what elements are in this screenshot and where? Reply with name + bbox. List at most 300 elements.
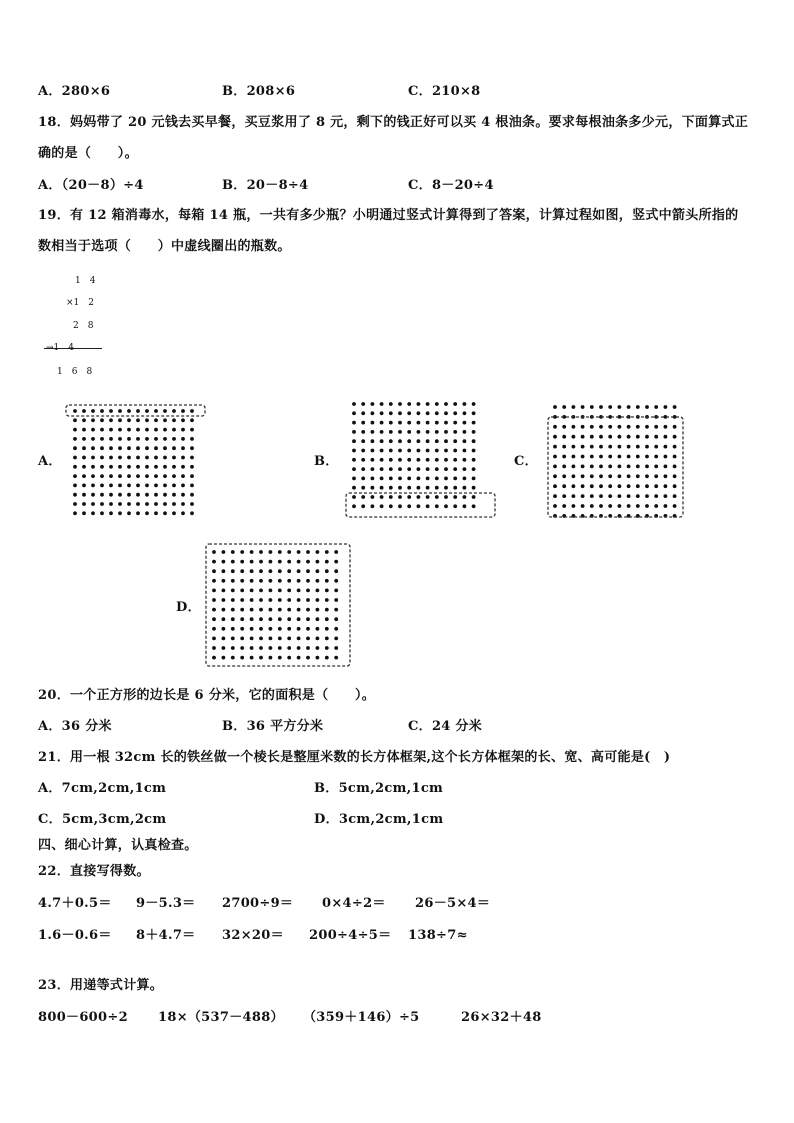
- bottle-dot: [82, 511, 86, 515]
- bottle-dot: [118, 502, 122, 506]
- bottle-dot: [599, 465, 603, 469]
- bottle-dot: [212, 579, 216, 583]
- bottle-dot: [259, 560, 263, 564]
- q22-r1-5: 26－5×4＝: [415, 896, 491, 911]
- bottle-dot: [618, 435, 622, 439]
- q21-option-b: B．5cm,2cm,1cm: [314, 781, 444, 796]
- bottle-dot: [325, 608, 329, 612]
- bottle-dot: [407, 402, 411, 406]
- bottle-dot: [306, 608, 310, 612]
- bottle-dot: [154, 446, 158, 450]
- bottle-dot: [190, 465, 194, 469]
- bottle-dot: [627, 455, 631, 459]
- bottle-dot: [127, 456, 131, 460]
- bottle-dot: [163, 484, 167, 488]
- bottle-dot: [316, 646, 320, 650]
- bottle-dot: [109, 511, 113, 515]
- bottle-dot: [325, 637, 329, 641]
- bottle-dot: [259, 550, 263, 554]
- bottle-dot: [306, 579, 310, 583]
- bottle-dot: [361, 449, 365, 453]
- bottle-dot: [269, 617, 273, 621]
- bottle-dot: [136, 474, 140, 478]
- bottle-dot: [154, 493, 158, 497]
- bottle-dot: [181, 437, 185, 441]
- bottle-dot: [136, 446, 140, 450]
- q20-option-a: A．36 分米: [38, 719, 112, 734]
- bottle-dot: [645, 425, 649, 429]
- bottle-dot: [444, 495, 448, 499]
- bottle-dot: [145, 474, 149, 478]
- bottle-dot: [297, 579, 301, 583]
- q19-label-d: D．: [176, 600, 201, 615]
- bottle-dot: [398, 495, 402, 499]
- bottle-dot: [82, 493, 86, 497]
- bottle-dot: [259, 569, 263, 573]
- bottle-dot: [361, 486, 365, 490]
- bottle-dot: [316, 550, 320, 554]
- bottle-dot: [435, 449, 439, 453]
- bottle-dot: [172, 465, 176, 469]
- bottle-dot: [109, 493, 113, 497]
- bottle-dot: [599, 504, 603, 508]
- bottle-dot: [250, 637, 254, 641]
- bottle-dot: [127, 418, 131, 422]
- bottle-dot: [212, 656, 216, 660]
- bottle-dot: [380, 449, 384, 453]
- bottle-dot: [627, 425, 631, 429]
- bottle-dot: [297, 617, 301, 621]
- bottle-dot: [562, 484, 566, 488]
- bottle-dot: [380, 439, 384, 443]
- bottle-dot: [306, 589, 310, 593]
- bottle-dot: [231, 598, 235, 602]
- bottle-dot: [444, 411, 448, 415]
- bottle-dot: [673, 465, 677, 469]
- bottle-dot: [73, 409, 77, 413]
- bottle-dot: [145, 511, 149, 515]
- bottle-dot: [435, 439, 439, 443]
- bottle-dot: [435, 402, 439, 406]
- bottle-dot: [212, 589, 216, 593]
- bottle-dot: [334, 617, 338, 621]
- q18-option-b: B．20－8÷4: [222, 178, 309, 193]
- bottle-dot: [581, 405, 585, 409]
- bottle-dot: [407, 486, 411, 490]
- bottle-dot: [398, 458, 402, 462]
- bottle-dot: [181, 418, 185, 422]
- bottle-dot: [136, 511, 140, 515]
- dashed-selection-ring: [548, 417, 683, 517]
- bottle-dot: [259, 608, 263, 612]
- bottle-dot: [181, 465, 185, 469]
- bottle-dot: [352, 402, 356, 406]
- bottle-dot: [553, 465, 557, 469]
- bottle-dot: [73, 418, 77, 422]
- bottle-dot: [100, 474, 104, 478]
- q20-stem: 20．一个正方形的边长是 6 分米，它的面积是（ ）。: [38, 688, 376, 703]
- bottle-dot: [590, 484, 594, 488]
- bottle-dot: [553, 425, 557, 429]
- bottle-dot: [145, 437, 149, 441]
- bottle-dot: [463, 495, 467, 499]
- bottle-dot: [463, 449, 467, 453]
- bottle-dot: [118, 446, 122, 450]
- bottle-dot: [553, 504, 557, 508]
- bottle-dot: [361, 458, 365, 462]
- bottle-dot: [389, 411, 393, 415]
- bottle-dot: [673, 455, 677, 459]
- bottle-dot: [325, 589, 329, 593]
- bottle-dot: [306, 560, 310, 564]
- bottle-dot: [636, 425, 640, 429]
- bottle-dot: [73, 456, 77, 460]
- bottle-dot: [190, 428, 194, 432]
- bottle-dot: [212, 550, 216, 554]
- bottle-dot: [136, 437, 140, 441]
- bottle-dot: [334, 637, 338, 641]
- bottle-dot: [444, 504, 448, 508]
- bottle-dot: [212, 617, 216, 621]
- bottle-dot: [306, 656, 310, 660]
- bottle-dot: [673, 474, 677, 478]
- bottle-dot: [435, 411, 439, 415]
- bottle-dot: [645, 504, 649, 508]
- bottle-dot: [118, 428, 122, 432]
- bottle-dot: [109, 437, 113, 441]
- bottle-dot: [472, 421, 476, 425]
- bottle-dot: [163, 493, 167, 497]
- bottle-dot: [181, 428, 185, 432]
- bottle-dot: [306, 598, 310, 602]
- bottle-dot: [136, 484, 140, 488]
- bottle-dot: [190, 409, 194, 413]
- bottle-dot: [361, 495, 365, 499]
- bottle-dot: [389, 402, 393, 406]
- bottle-dot: [297, 569, 301, 573]
- bottle-dot: [316, 598, 320, 602]
- bottle-dot: [636, 484, 640, 488]
- bottle-dot: [287, 646, 291, 650]
- bottle-dot: [287, 579, 291, 583]
- bottle-dot: [231, 569, 235, 573]
- bottle-dot: [426, 430, 430, 434]
- bottle-dot: [371, 402, 375, 406]
- bottle-dot: [278, 569, 282, 573]
- bottle-dot: [316, 569, 320, 573]
- bottle-dot: [627, 445, 631, 449]
- bottle-dot: [136, 409, 140, 413]
- bottle-dot: [240, 598, 244, 602]
- bottle-dot: [636, 445, 640, 449]
- q18-stem-line2: 确的是（ ）。: [38, 146, 138, 161]
- bottle-dot: [297, 646, 301, 650]
- bottle-dot: [453, 449, 457, 453]
- bottle-dot: [136, 456, 140, 460]
- bottle-dot: [73, 511, 77, 515]
- bottle-dot: [287, 589, 291, 593]
- bottle-dot: [163, 502, 167, 506]
- bottle-dot: [222, 608, 226, 612]
- bottle-dot: [417, 411, 421, 415]
- dot-grid-option-d: [204, 542, 354, 670]
- bottle-dot: [654, 435, 658, 439]
- bottle-dot: [212, 627, 216, 631]
- bottle-dot: [435, 467, 439, 471]
- bottle-dot: [590, 425, 594, 429]
- bottle-dot: [325, 598, 329, 602]
- bottle-dot: [435, 486, 439, 490]
- bottle-dot: [389, 421, 393, 425]
- bottle-dot: [453, 486, 457, 490]
- bottle-dot: [664, 445, 668, 449]
- bottle-dot: [618, 455, 622, 459]
- bottle-dot: [231, 617, 235, 621]
- q21-option-d: D．3cm,2cm,1cm: [314, 812, 444, 827]
- bottle-dot: [581, 504, 585, 508]
- bottle-dot: [472, 467, 476, 471]
- bottle-dot: [463, 411, 467, 415]
- bottle-dot: [553, 435, 557, 439]
- bottle-dot: [325, 560, 329, 564]
- bottle-dot: [145, 484, 149, 488]
- bottle-dot: [212, 608, 216, 612]
- bottle-dot: [118, 474, 122, 478]
- bottle-dot: [278, 579, 282, 583]
- bottle-dot: [269, 627, 273, 631]
- bottle-dot: [222, 550, 226, 554]
- bottle-dot: [316, 560, 320, 564]
- bottle-dot: [181, 474, 185, 478]
- bottle-dot: [380, 477, 384, 481]
- bottle-dot: [222, 627, 226, 631]
- q20-option-b: B．36 平方分米: [222, 719, 324, 734]
- bottle-dot: [444, 477, 448, 481]
- bottle-dot: [398, 449, 402, 453]
- bottle-dot: [417, 495, 421, 499]
- bottle-dot: [325, 656, 329, 660]
- bottle-dot: [673, 405, 677, 409]
- bottle-dot: [673, 484, 677, 488]
- bottle-dot: [389, 477, 393, 481]
- bottle-dot: [334, 656, 338, 660]
- bottle-dot: [109, 474, 113, 478]
- bottle-dot: [145, 465, 149, 469]
- bottle-dot: [91, 418, 95, 422]
- q23-item-1: 800－600÷2: [38, 1010, 128, 1025]
- bottle-dot: [259, 579, 263, 583]
- bottle-dot: [371, 467, 375, 471]
- bottle-dot: [371, 411, 375, 415]
- bottle-dot: [389, 467, 393, 471]
- bottle-dot: [240, 617, 244, 621]
- bottle-dot: [334, 560, 338, 564]
- bottle-dot: [190, 493, 194, 497]
- q22-r1-1: 4.7＋0.5＝: [38, 896, 112, 911]
- bottle-dot: [100, 456, 104, 460]
- bottle-dot: [287, 608, 291, 612]
- bottle-dot: [572, 494, 576, 498]
- bottle-dot: [91, 428, 95, 432]
- bottle-dot: [82, 437, 86, 441]
- bottle-dot: [618, 465, 622, 469]
- bottle-dot: [100, 446, 104, 450]
- bottle-dot: [590, 474, 594, 478]
- bottle-dot: [250, 550, 254, 554]
- dot-grid-option-b: [343, 396, 499, 522]
- bottle-dot: [472, 449, 476, 453]
- bottle-dot: [145, 456, 149, 460]
- bottle-dot: [608, 435, 612, 439]
- bottle-dot: [259, 637, 263, 641]
- bottle-dot: [590, 465, 594, 469]
- bottle-dot: [82, 456, 86, 460]
- bottle-dot: [287, 637, 291, 641]
- bottle-dot: [127, 484, 131, 488]
- bottle-dot: [627, 504, 631, 508]
- bottle-dot: [562, 465, 566, 469]
- bottle-dot: [154, 484, 158, 488]
- bottle-dot: [608, 504, 612, 508]
- bottle-dot: [371, 504, 375, 508]
- bottle-dot: [398, 421, 402, 425]
- bottle-dot: [100, 493, 104, 497]
- bottle-dot: [316, 656, 320, 660]
- bottle-dot: [278, 617, 282, 621]
- bottle-dot: [287, 569, 291, 573]
- bottle-dot: [572, 435, 576, 439]
- bottle-dot: [325, 617, 329, 621]
- bottle-dot: [154, 511, 158, 515]
- bottle-dot: [145, 418, 149, 422]
- bottle-dot: [673, 425, 677, 429]
- bottle-dot: [361, 430, 365, 434]
- bottle-dot: [212, 637, 216, 641]
- bottle-dot: [190, 437, 194, 441]
- bottle-dot: [562, 494, 566, 498]
- q22-title: 22．直接写得数。: [38, 864, 150, 879]
- bottle-dot: [136, 428, 140, 432]
- bottle-dot: [287, 560, 291, 564]
- bottle-dot: [287, 598, 291, 602]
- bottle-dot: [127, 511, 131, 515]
- bottle-dot: [618, 494, 622, 498]
- bottle-dot: [145, 493, 149, 497]
- bottle-dot: [325, 579, 329, 583]
- bottle-dot: [636, 474, 640, 478]
- bottle-dot: [627, 405, 631, 409]
- bottle-dot: [181, 502, 185, 506]
- bottle-dot: [240, 627, 244, 631]
- bottle-dot: [453, 430, 457, 434]
- bottle-dot: [109, 409, 113, 413]
- bottle-dot: [426, 449, 430, 453]
- bottle-dot: [426, 402, 430, 406]
- bottle-dot: [398, 504, 402, 508]
- bottle-dot: [654, 504, 658, 508]
- bottle-dot: [590, 494, 594, 498]
- bottle-dot: [109, 484, 113, 488]
- bottle-dot: [599, 474, 603, 478]
- bottle-dot: [172, 428, 176, 432]
- bottle-dot: [562, 435, 566, 439]
- bottle-dot: [181, 446, 185, 450]
- bottle-dot: [269, 569, 273, 573]
- bottle-dot: [453, 439, 457, 443]
- bottle-dot: [453, 495, 457, 499]
- bottle-dot: [127, 493, 131, 497]
- bottle-dot: [472, 411, 476, 415]
- bottle-dot: [618, 405, 622, 409]
- bottle-dot: [627, 484, 631, 488]
- bottle-dot: [426, 477, 430, 481]
- bottle-dot: [380, 486, 384, 490]
- vertical-row-3: 2 8: [73, 321, 94, 331]
- bottle-dot: [608, 455, 612, 459]
- bottle-dot: [389, 449, 393, 453]
- bottle-dot: [190, 418, 194, 422]
- bottle-dot: [608, 405, 612, 409]
- bottle-dot: [645, 405, 649, 409]
- bottle-dot: [222, 646, 226, 650]
- q17-option-b: B．208×6: [222, 84, 296, 99]
- bottle-dot: [371, 439, 375, 443]
- bottle-dot: [222, 637, 226, 641]
- bottle-dot: [417, 504, 421, 508]
- bottle-dot: [371, 449, 375, 453]
- bottle-dot: [608, 494, 612, 498]
- bottle-dot: [172, 446, 176, 450]
- bottle-dot: [380, 495, 384, 499]
- bottle-dot: [100, 418, 104, 422]
- bottle-dot: [287, 550, 291, 554]
- bottle-dot: [463, 504, 467, 508]
- bottle-dot: [278, 598, 282, 602]
- bottle-dot: [581, 465, 585, 469]
- bottle-dot: [306, 646, 310, 650]
- bottle-dot: [453, 411, 457, 415]
- bottle-dot: [463, 467, 467, 471]
- bottle-dot: [352, 421, 356, 425]
- bottle-dot: [163, 474, 167, 478]
- bottle-dot: [435, 458, 439, 462]
- bottle-dot: [136, 465, 140, 469]
- bottle-dot: [334, 646, 338, 650]
- bottle-dot: [426, 458, 430, 462]
- bottle-dot: [426, 439, 430, 443]
- q19-stem-line1: 19．有 12 箱消毒水，每箱 14 瓶，一共有多少瓶？小明通过竖式计算得到了答案，计算过程如图，竖式中箭头所指的: [38, 208, 739, 223]
- bottle-dot: [91, 474, 95, 478]
- dot-grid-option-c: [545, 401, 687, 521]
- bottle-dot: [654, 455, 658, 459]
- bottle-dot: [250, 569, 254, 573]
- bottle-dot: [109, 456, 113, 460]
- bottle-dot: [100, 437, 104, 441]
- bottle-dot: [127, 474, 131, 478]
- bottle-dot: [380, 467, 384, 471]
- bottle-dot: [172, 502, 176, 506]
- bottle-dot: [163, 456, 167, 460]
- bottle-dot: [259, 627, 263, 631]
- bottle-dot: [417, 477, 421, 481]
- q17-option-c: C．210×8: [408, 84, 481, 99]
- bottle-dot: [163, 465, 167, 469]
- bottle-dot: [444, 430, 448, 434]
- bottle-dot: [453, 504, 457, 508]
- bottle-dot: [608, 465, 612, 469]
- bottle-dot: [222, 579, 226, 583]
- q19-label-c: C．: [514, 454, 538, 469]
